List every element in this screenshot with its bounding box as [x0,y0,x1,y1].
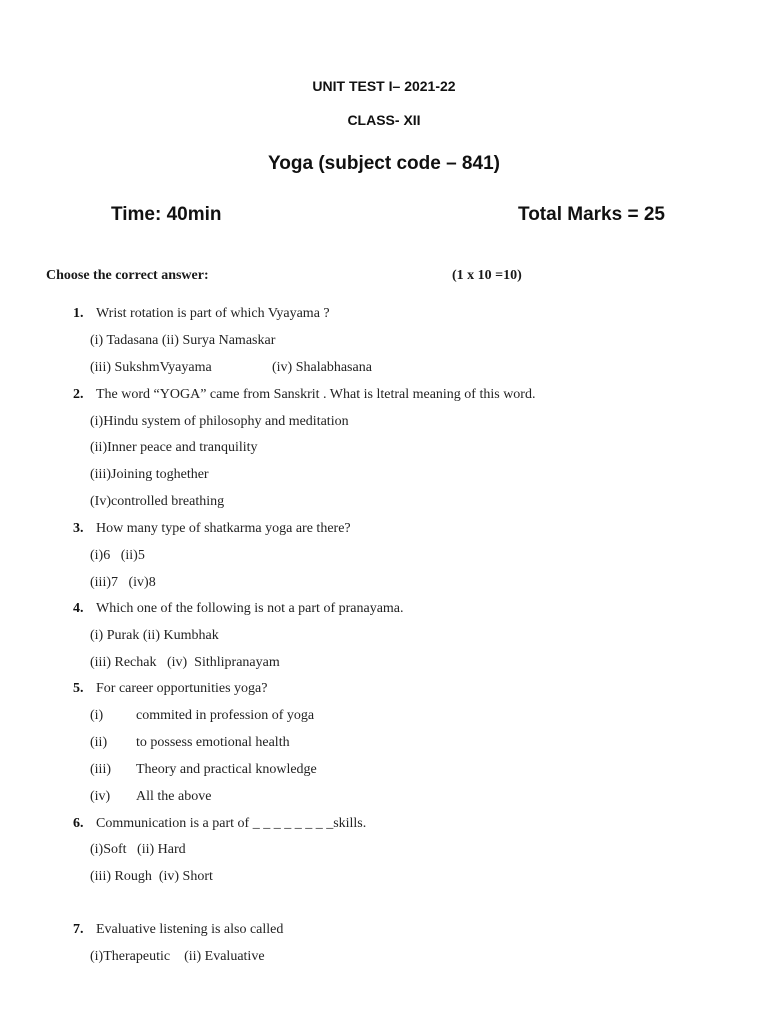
question-7-option: (i)Therapeutic (ii) Evaluative [90,949,265,964]
question-1-option: (iii) SukshmVyayama [90,360,212,375]
question-6-number: 6. [73,816,84,831]
question-2-number: 2. [73,387,84,402]
question-6-option: (iii) Rough (iv) Short [90,869,213,884]
question-4-text: Which one of the following is not a part of pranayama. [96,601,404,616]
question-1-option: (iv) Shalabhasana [272,360,372,375]
question-4-option: (iii) Rechak (iv) Sithlipranayam [90,655,280,670]
question-5-option-label: (i) [90,708,104,723]
question-6-text: Communication is a part of _ _ _ _ _ _ _ _skills. [96,816,367,831]
question-2-text: The word “YOGA” came from Sanskrit . What is ltetral meaning of this word. [96,387,536,402]
question-1-option: (i) Tadasana (ii) Surya Namaskar [90,333,276,348]
question-5-option-text: commited in profession of yoga [136,708,315,723]
time-label: Time: 40min [111,204,222,225]
question-5-option-label: (ii) [90,735,108,750]
question-1-number: 1. [73,306,84,321]
instruction-marks: (1 x 10 =10) [452,268,522,283]
question-3-text: How many type of shatkarma yoga are there? [96,521,351,536]
question-5-option-label: (iv) [90,789,111,804]
question-3-option: (iii)7 (iv)8 [90,575,156,590]
question-5-option-text: to possess emotional health [136,735,290,750]
question-6-option: (i)Soft (ii) Hard [90,842,186,857]
subject-title: Yoga (subject code – 841) [268,153,500,174]
class-label: CLASS- XII [347,112,421,128]
question-5-option-text: Theory and practical knowledge [136,762,317,777]
question-3-number: 3. [73,521,84,536]
instruction-text: Choose the correct answer: [46,268,209,283]
question-5-text: For career opportunities yoga? [96,681,268,696]
total-marks-label: Total Marks = 25 [518,204,665,225]
question-2-option: (ii)Inner peace and tranquility [90,440,258,455]
question-5-option-text: All the above [136,789,212,804]
question-2-option: (Iv)controlled breathing [90,494,225,509]
question-7-text: Evaluative listening is also called [96,922,284,937]
test-title: UNIT TEST I– 2021-22 [312,78,456,94]
question-2-option: (iii)Joining toghether [90,467,209,482]
question-1-text: Wrist rotation is part of which Vyayama ? [96,306,330,321]
question-5-number: 5. [73,681,84,696]
question-3-option: (i)6 (ii)5 [90,548,145,563]
question-7-number: 7. [73,922,84,937]
question-4-option: (i) Purak (ii) Kumbhak [90,628,219,643]
question-4-number: 4. [73,601,84,616]
question-5-option-label: (iii) [90,762,111,777]
question-2-option: (i)Hindu system of philosophy and meditation [90,414,349,429]
